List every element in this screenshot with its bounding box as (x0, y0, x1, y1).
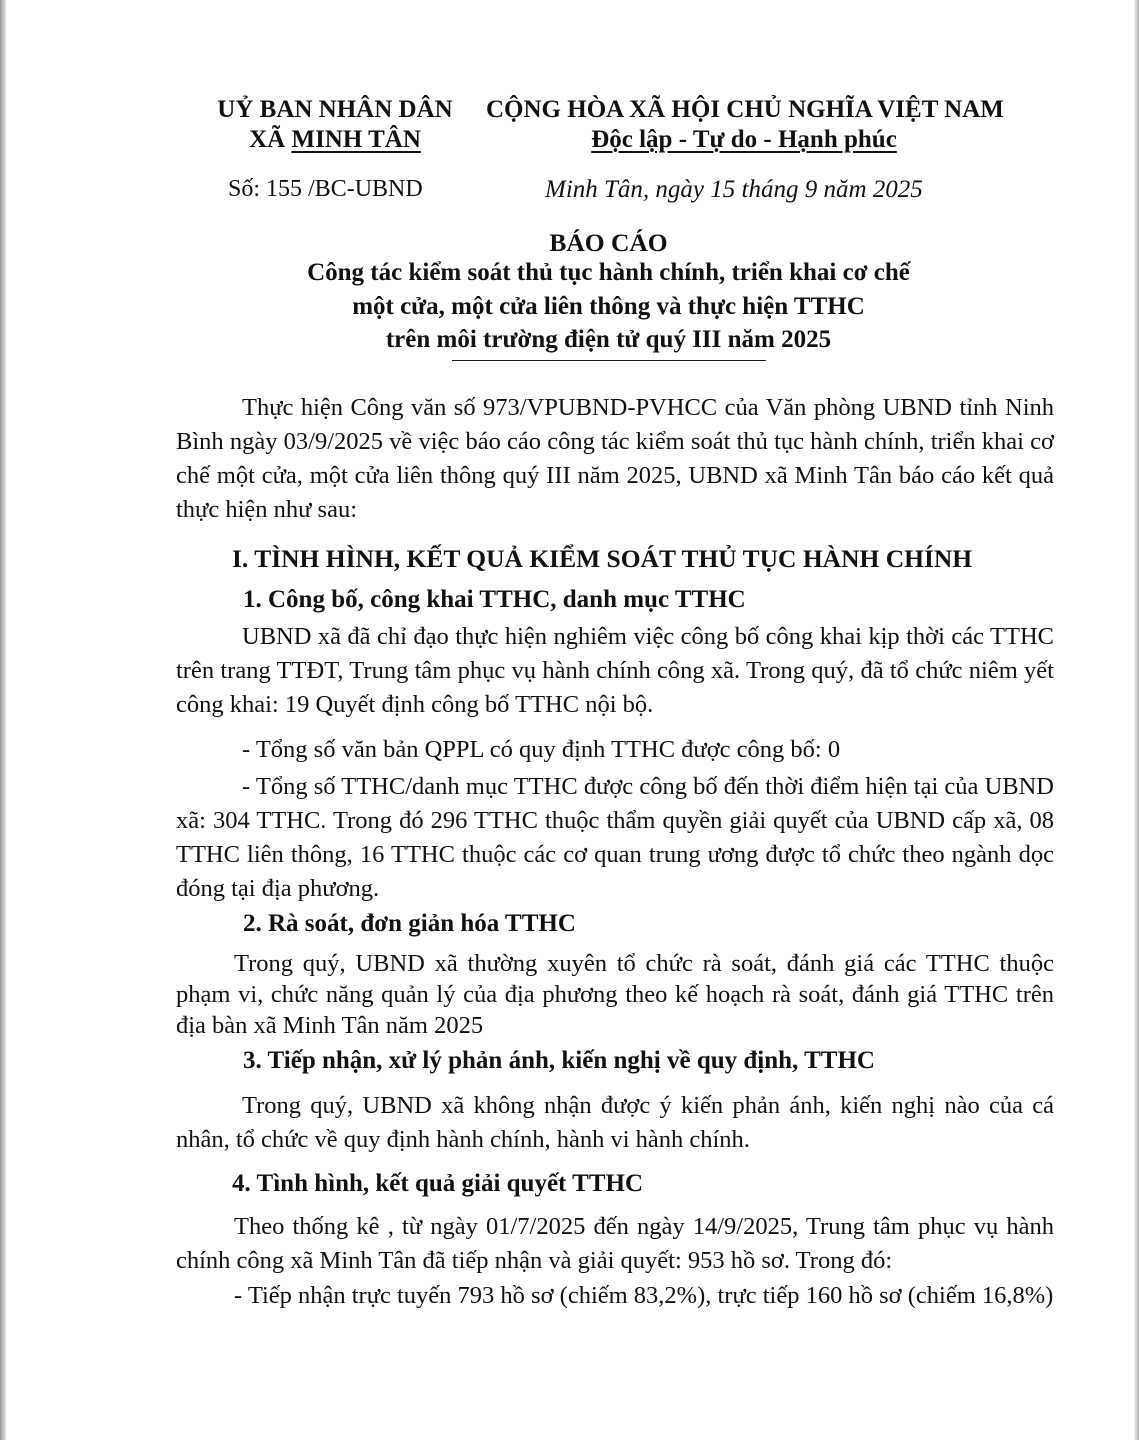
country-name: CỘNG HÒA XÃ HỘI CHỦ NGHĨA VIỆT NAM (486, 96, 1004, 123)
document-type: BÁO CÁO (549, 228, 668, 257)
intro-paragraph: Thực hiện Công văn số 973/VPUBND-PVHCC của Văn phòng UBND tỉnh Ninh Bình ngày 03/9/2025 về việc báo cáo công tác kiểm soát thủ tục hành chính, triển khai cơ chế một cửa, một cửa liên thông quý III năm 2025, UBND xã Minh Tân báo cáo kết quả thực hiện như sau: (176, 394, 1054, 523)
org-prefix: XÃ (249, 126, 292, 153)
national-motto (486, 126, 1002, 154)
report-title-line1: Công tác kiểm soát thủ tục hành chính, triển khai cơ chế (307, 259, 910, 286)
national-motto-text: Độc lập - Tự do - Hạnh phúc (591, 126, 897, 153)
subsection-3-paragraph: Trong quý, UBND xã không nhận được ý kiến phản ánh, kiến nghị nào của cá nhân, tổ chức về quy định hành chính, hành vi hành chính. (176, 1092, 1054, 1153)
subsection-2-heading: 2. Rà soát, đơn giản hóa TTHC (243, 910, 576, 937)
subsection-2-paragraph: Trong quý, UBND xã thường xuyên tổ chức rà soát, đánh giá các TTHC thuộc phạm vi, chức năng quản lý của địa phương theo kế hoạch rà soát, đánh giá TTHC trên địa bàn xã Minh Tân năm 2025 (176, 950, 1054, 1039)
report-title-line2: một cửa, một cửa liên thông và thực hiện TTHC (352, 293, 865, 320)
subsection-1-heading: 1. Công bố, công khai TTHC, danh mục TTHC (243, 586, 746, 613)
subsection-4-heading: 4. Tình hình, kết quả giải quyết TTHC (232, 1170, 644, 1197)
title-underline (452, 360, 766, 361)
section-1-heading: I. TÌNH HÌNH, KẾT QUẢ KIỂM SOÁT THỦ TỤC HÀNH CHÍNH (232, 544, 973, 573)
subsection-1-bullet-2: - Tổng số TTHC/danh mục TTHC được công bố đến thời điểm hiện tại của UBND xã: 304 TTHC. Trong đó 296 TTHC thuộc thẩm quyền giải quyết của UBND cấp xã, 08 TTHC liên thông, 16 TTHC thuộc các cơ quan trung ương được tổ chức theo ngành dọc đóng tại địa phương. (176, 773, 1054, 902)
org-name-line2 (210, 126, 460, 154)
document-number: Số: 155 /BC-UBND (228, 176, 423, 202)
subsection-1-bullet-1: - Tổng số văn bản QPPL có quy định TTHC được công bố: 0 (242, 736, 841, 763)
subsection-3-heading: 3. Tiếp nhận, xử lý phản ánh, kiến nghị về quy định, TTHC (243, 1047, 875, 1074)
subsection-1-paragraph: UBND xã đã chỉ đạo thực hiện nghiêm việc công bố công khai kịp thời các TTHC trên trang TTĐT, Trung tâm phục vụ hành chính công xã. Trong quý, đã tổ chức niêm yết công khai: 19 Quyết định công bố TTHC nội bộ. (176, 623, 1054, 718)
org-commune-name: MINH TÂN (291, 126, 421, 153)
report-title-line3: trên môi trường điện tử quý III năm 2025 (385, 326, 832, 353)
org-name-line1: UỶ BAN NHÂN DÂN (217, 96, 453, 123)
subsection-4-bullet-1: - Tiếp nhận trực tuyến 793 hồ sơ (chiếm 83,2%), trực tiếp 160 hồ sơ (chiếm 16,8%) (234, 1282, 1054, 1309)
subsection-4-paragraph: Theo thống kê , từ ngày 01/7/2025 đến ngày 14/9/2025, Trung tâm phục vụ hành chính công xã Minh Tân đã tiếp nhận và giải quyết: 953 hồ sơ. Trong đó: (176, 1213, 1054, 1274)
place-and-date: Minh Tân, ngày 15 tháng 9 năm 2025 (545, 176, 923, 203)
